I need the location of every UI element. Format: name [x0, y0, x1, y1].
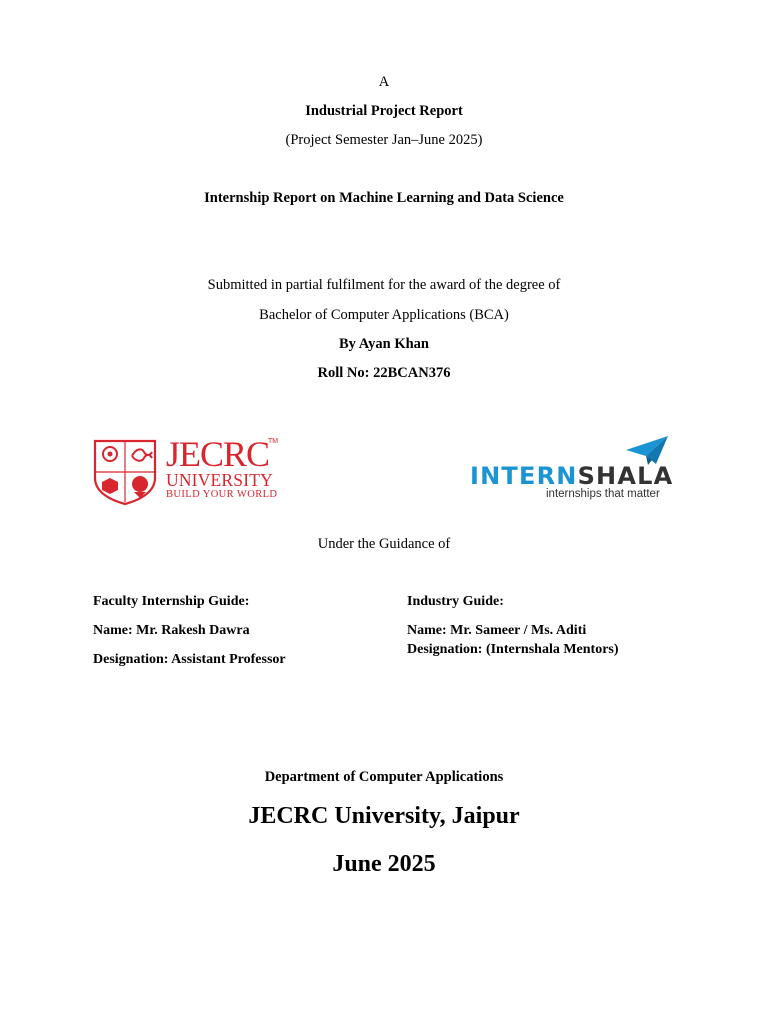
- roll-number: Roll No: 22BCAN376: [317, 365, 451, 381]
- internshala-wordmark-part2: SHALA: [577, 462, 674, 490]
- guidance-heading: Under the Guidance of: [317, 536, 451, 552]
- internshala-logo: [470, 436, 680, 506]
- author-name: By Ayan Khan: [339, 336, 429, 352]
- jecrc-trademark: TM: [268, 438, 279, 445]
- article-a: A: [378, 74, 390, 90]
- industry-guide-designation: Designation: (Internshala Mentors): [407, 642, 619, 657]
- internshala-wordmark: [470, 462, 673, 490]
- jecrc-emblem-icon: [92, 438, 158, 506]
- university-name: JECRC University, Jaipur: [248, 803, 520, 829]
- jecrc-university-logo: [92, 436, 282, 508]
- degree-name: Bachelor of Computer Applications (BCA): [259, 307, 509, 323]
- faculty-guide-label: Faculty Internship Guide:: [93, 594, 250, 609]
- submission-date: June 2025: [332, 851, 436, 877]
- internshala-tagline: internships that matter: [546, 488, 660, 500]
- jecrc-tagline: BUILD YOUR WORLD: [166, 489, 278, 500]
- jecrc-wordmark: JECRC: [166, 434, 270, 474]
- submission-statement: Submitted in partial fulfilment for the award of the degree of: [207, 277, 561, 293]
- department-name: Department of Computer Applications: [264, 769, 504, 785]
- report-type: Industrial Project Report: [305, 103, 463, 119]
- faculty-guide-name: Name: Mr. Rakesh Dawra: [93, 623, 250, 638]
- industry-guide-label: Industry Guide:: [407, 594, 504, 609]
- industry-guide-name: Name: Mr. Sameer / Ms. Aditi: [407, 623, 587, 638]
- jecrc-university-text: UNIVERSITY: [166, 470, 273, 490]
- project-semester: (Project Semester Jan–June 2025): [285, 132, 483, 148]
- internshala-wordmark-part1: INTERN: [470, 462, 578, 490]
- faculty-guide-designation: Designation: Assistant Professor: [93, 652, 286, 667]
- report-title: Internship Report on Machine Learning and Data Science: [204, 190, 564, 206]
